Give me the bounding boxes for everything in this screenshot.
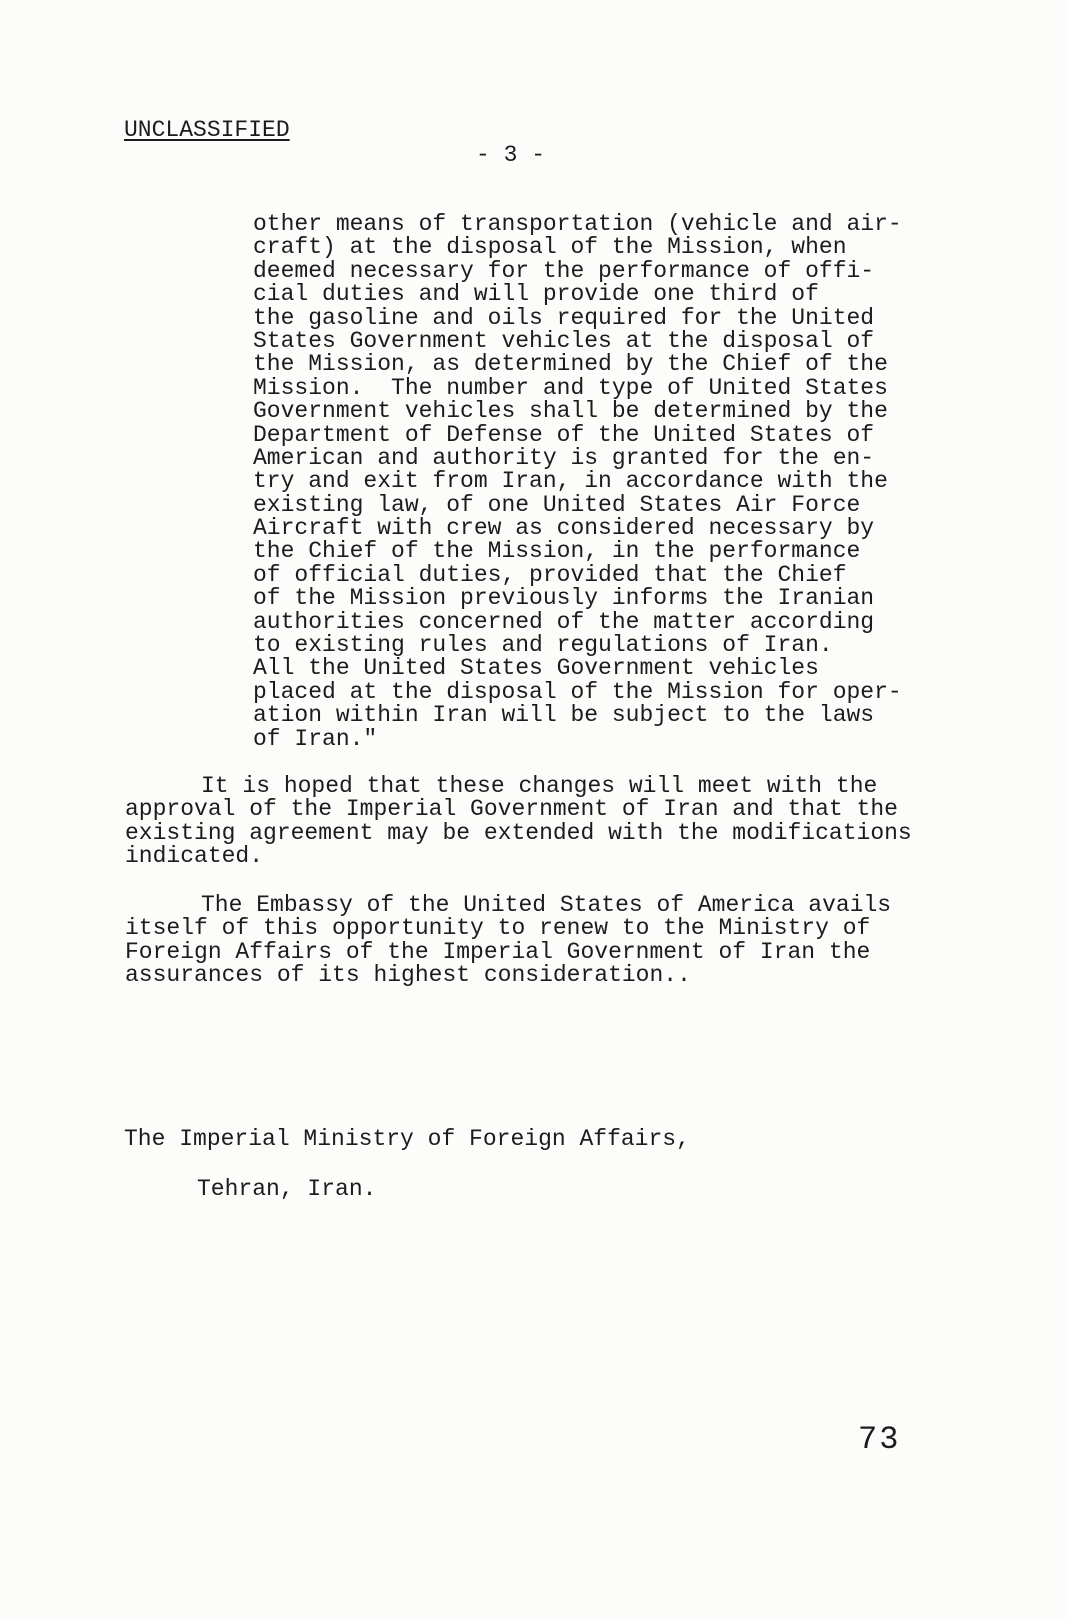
quoted-text-line: placed at the disposal of the Mission for oper- bbox=[253, 678, 902, 705]
quoted-text-line: cial duties and will provide one third of bbox=[253, 281, 819, 308]
addressee-name: The Imperial Ministry of Foreign Affairs, bbox=[124, 1126, 690, 1152]
quoted-text-line: Mission. The number and type of United States bbox=[253, 374, 888, 401]
quoted-text-line: try and exit from Iran, in accordance with the bbox=[253, 468, 888, 495]
paragraph-line: indicated. bbox=[125, 843, 264, 870]
quoted-text-line: Department of Defense of the United States of bbox=[253, 421, 875, 448]
paragraph-hope-of-approval bbox=[125, 775, 912, 869]
quoted-text-line: All the United States Government vehicles bbox=[253, 655, 819, 682]
quoted-text-line: the gasoline and oils required for the United bbox=[253, 304, 875, 331]
quoted-text-line: of the Mission previously informs the Iranian bbox=[253, 585, 875, 612]
paragraph-line: assurances of its highest consideration.. bbox=[125, 962, 691, 989]
paragraph-line: It is hoped that these changes will meet with the bbox=[201, 773, 878, 799]
paragraph-line: itself of this opportunity to renew to the Ministry of bbox=[125, 915, 871, 942]
quoted-text-line: Government vehicles shall be determined by the bbox=[253, 398, 888, 425]
quoted-text-line: ation within Iran will be subject to the laws bbox=[253, 702, 875, 729]
quoted-text-line: existing law, of one United States Air Force bbox=[253, 491, 861, 518]
quoted-text-line: the Chief of the Mission, in the performance bbox=[253, 538, 861, 565]
paragraph-line: Foreign Affairs of the Imperial Government of Iran the bbox=[125, 938, 871, 965]
classification-marking: UNCLASSIFIED bbox=[124, 117, 290, 143]
paragraph-line: existing agreement may be extended with the modifications bbox=[125, 819, 912, 846]
page-number: 73 bbox=[858, 1421, 901, 1458]
quoted-text-line: States Government vehicles at the disposal of bbox=[253, 327, 875, 354]
quoted-text-line: to existing rules and regulations of Iran. bbox=[253, 632, 833, 659]
paragraph-closing-courtesy bbox=[125, 894, 891, 988]
page-marker: - 3 - bbox=[476, 142, 546, 168]
quoted-text-line: other means of transportation (vehicle and air- bbox=[253, 211, 902, 237]
quoted-text-line: American and authority is granted for the en- bbox=[253, 444, 875, 471]
quoted-text-line: the Mission, as determined by the Chief of the bbox=[253, 351, 888, 378]
quoted-text-line: of official duties, provided that the Chief bbox=[253, 561, 847, 588]
quoted-agreement-text bbox=[253, 213, 902, 751]
paragraph-line: approval of the Imperial Government of Iran and that the bbox=[125, 796, 898, 823]
paragraph-line: The Embassy of the United States of America avails bbox=[201, 892, 892, 918]
quoted-text-line: authorities concerned of the matter according bbox=[253, 608, 875, 635]
quoted-text-line: deemed necessary for the performance of offi- bbox=[253, 257, 875, 284]
quoted-text-line: craft) at the disposal of the Mission, when bbox=[253, 234, 847, 261]
quoted-text-line: Aircraft with crew as considered necessary by bbox=[253, 515, 875, 542]
addressee-city: Tehran, Iran. bbox=[197, 1176, 377, 1202]
quoted-text-line: of Iran." bbox=[253, 725, 378, 752]
